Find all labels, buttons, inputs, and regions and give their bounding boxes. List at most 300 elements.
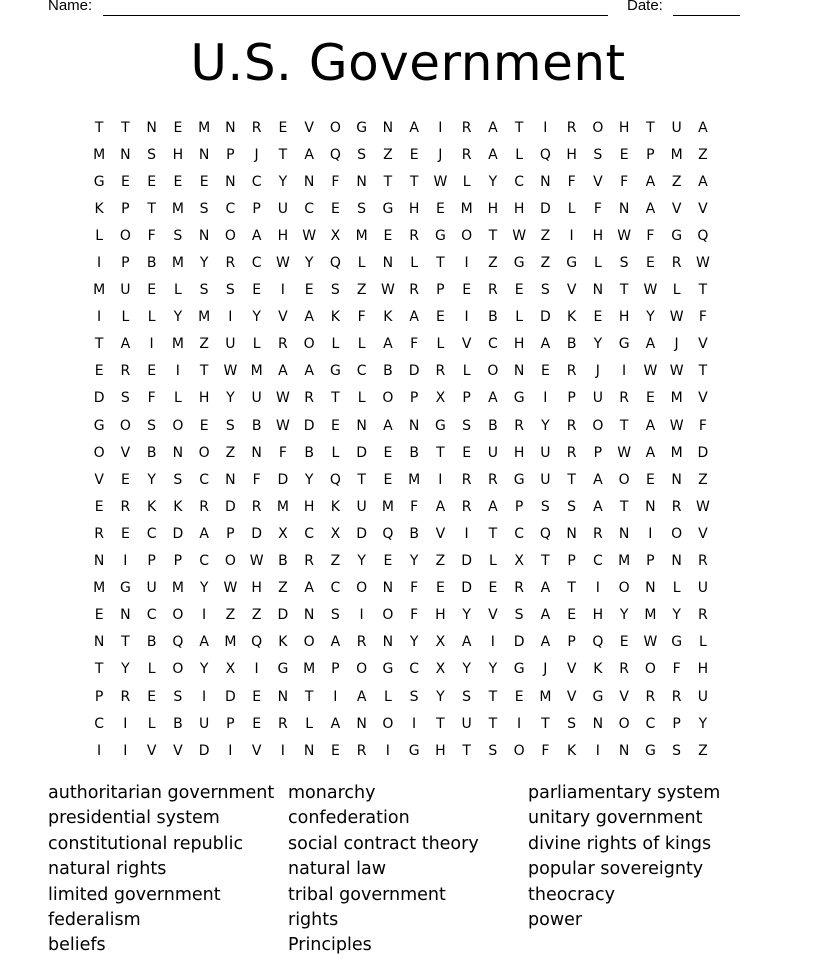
grid-letter: D — [303, 417, 315, 434]
grid-letter: V — [435, 525, 446, 542]
grid-letter: Z — [278, 580, 288, 597]
grid-letter: T — [304, 688, 314, 705]
grid-letter: K — [330, 498, 340, 515]
grid-letter: A — [698, 119, 708, 136]
grid-letter: P — [646, 146, 655, 163]
grid-letter: R — [409, 282, 419, 299]
grid-letter: C — [146, 607, 157, 624]
grid-letter: M — [198, 119, 211, 136]
grid-letter: V — [593, 173, 603, 190]
grid-letter: S — [330, 282, 340, 299]
grid-letter: C — [199, 471, 210, 488]
grid-letter: U — [487, 444, 498, 461]
grid-letter: W — [669, 417, 684, 434]
grid-letter: D — [697, 444, 709, 461]
grid-letter: C — [304, 525, 315, 542]
grid-letter: R — [409, 227, 419, 244]
grid-letter: I — [464, 309, 469, 326]
grid-letter: A — [251, 227, 262, 244]
grid-letter: Q — [539, 146, 551, 163]
grid-letter: S — [488, 742, 498, 759]
grid-letter: Z — [199, 336, 209, 353]
grid-letter: B — [146, 444, 157, 461]
grid-letter: J — [595, 363, 600, 380]
grid-letter: F — [593, 200, 602, 217]
grid-letter: E — [435, 309, 445, 326]
grid-letter: O — [382, 390, 394, 407]
grid-letter: Y — [436, 688, 445, 705]
grid-letter: A — [304, 580, 314, 597]
grid-letter: Y — [278, 173, 288, 190]
grid-letter: L — [383, 688, 392, 705]
grid-letter: F — [567, 173, 576, 190]
grid-letter: R — [514, 417, 524, 434]
grid-letter: S — [120, 390, 130, 407]
grid-letter: I — [97, 255, 102, 272]
grid-letter: M — [460, 200, 473, 217]
grid-letter: Q — [251, 634, 263, 651]
grid-letter: G — [434, 227, 446, 244]
grid-letter: R — [278, 336, 288, 353]
grid-letter: E — [383, 553, 393, 570]
word-bank-item: natural rights — [48, 859, 167, 880]
grid-letter: N — [198, 227, 210, 244]
grid-letter: E — [94, 498, 104, 515]
grid-letter: N — [225, 471, 236, 488]
grid-letter: J — [254, 146, 259, 163]
grid-letter: A — [593, 498, 603, 515]
grid-letter: R — [278, 715, 288, 732]
grid-letter: Y — [541, 417, 550, 434]
grid-letter: N — [303, 607, 315, 624]
grid-letter: L — [357, 390, 366, 407]
grid-letter: W — [433, 173, 448, 190]
grid-letter: E — [147, 688, 157, 705]
grid-letter: N — [618, 525, 630, 542]
grid-letter: V — [304, 119, 314, 136]
grid-letter: S — [173, 688, 183, 705]
grid-letter: E — [199, 417, 209, 434]
grid-letter: G — [671, 634, 683, 651]
grid-letter: N — [382, 580, 394, 597]
grid-letter: R — [304, 553, 314, 570]
grid-letter: I — [175, 363, 180, 380]
grid-letter: A — [488, 498, 498, 515]
grid-letter: L — [147, 309, 156, 326]
grid-letter: W — [643, 363, 658, 380]
grid-letter: Z — [435, 553, 446, 570]
grid-letter: C — [146, 525, 157, 542]
grid-letter: T — [147, 200, 156, 217]
grid-letter: A — [356, 688, 367, 705]
grid-letter: T — [488, 715, 498, 732]
grid-letter: K — [94, 200, 104, 217]
grid-letter: S — [173, 471, 183, 488]
grid-letter: W — [512, 227, 527, 244]
grid-letter: A — [120, 336, 131, 353]
grid-letter: X — [435, 661, 446, 678]
grid-letter: J — [674, 336, 679, 353]
grid-letter: P — [672, 715, 681, 732]
grid-letter: T — [567, 471, 576, 488]
grid-letter: N — [382, 255, 394, 272]
grid-letter: R — [566, 119, 577, 136]
grid-letter: T — [541, 715, 550, 732]
grid-letter: R — [461, 146, 472, 163]
grid-letter: M — [171, 200, 184, 217]
grid-letter: M — [670, 444, 683, 461]
grid-letter: O — [224, 553, 236, 570]
grid-letter: I — [228, 742, 233, 759]
grid-letter: Z — [383, 146, 393, 163]
grid-letter: G — [644, 742, 656, 759]
grid-letter: I — [438, 119, 443, 136]
grid-row — [86, 737, 736, 764]
grid-letter: N — [120, 146, 131, 163]
grid-letter: M — [408, 471, 421, 488]
grid-letter: I — [333, 688, 338, 705]
grid-letter: G — [93, 417, 105, 434]
grid-letter: C — [514, 173, 525, 190]
grid-row — [86, 520, 736, 547]
grid-letter: O — [592, 417, 604, 434]
grid-letter: E — [199, 173, 209, 190]
grid-letter: O — [382, 715, 394, 732]
grid-letter: P — [514, 498, 524, 515]
grid-letter: Q — [382, 525, 394, 542]
grid-letter: Z — [698, 471, 708, 488]
grid-letter: Y — [199, 661, 209, 678]
grid-letter: O — [303, 634, 315, 651]
grid-letter: Q — [539, 525, 551, 542]
grid-letter: P — [567, 634, 576, 651]
grid-letter: E — [252, 715, 262, 732]
grid-letter: G — [356, 119, 368, 136]
grid-letter: M — [381, 498, 394, 515]
grid-letter: R — [619, 390, 629, 407]
grid-letter: F — [410, 498, 419, 515]
grid-letter: W — [380, 282, 395, 299]
grid-letter: V — [94, 471, 104, 488]
grid-letter: I — [569, 227, 574, 244]
grid-letter: O — [198, 444, 210, 461]
grid-letter: X — [330, 227, 341, 244]
grid-letter: M — [644, 607, 657, 624]
grid-letter: F — [698, 309, 707, 326]
grid-letter: P — [121, 200, 130, 217]
grid-letter: T — [331, 390, 340, 407]
grid-row — [86, 168, 736, 195]
grid-letter: S — [199, 200, 209, 217]
grid-row — [86, 277, 736, 304]
grid-letter: S — [147, 417, 157, 434]
grid-letter: E — [567, 607, 577, 624]
grid-letter: E — [120, 471, 130, 488]
grid-letter: M — [539, 688, 552, 705]
grid-letter: D — [198, 742, 210, 759]
grid-letter: M — [250, 363, 263, 380]
grid-row — [86, 249, 736, 276]
grid-letter: R — [304, 390, 314, 407]
grid-letter: M — [224, 634, 237, 651]
grid-row — [86, 683, 736, 710]
grid-letter: I — [438, 471, 443, 488]
grid-letter: Q — [697, 227, 709, 244]
grid-letter: G — [408, 742, 420, 759]
word-bank-item: unitary government — [528, 808, 703, 829]
grid-letter: E — [514, 688, 524, 705]
grid-letter: K — [593, 661, 603, 678]
grid-row — [86, 195, 736, 222]
grid-letter: B — [146, 255, 157, 272]
grid-letter: N — [382, 119, 394, 136]
grid-letter: A — [330, 715, 341, 732]
grid-letter: K — [278, 634, 288, 651]
grid-letter: F — [147, 390, 156, 407]
grid-letter: G — [671, 227, 683, 244]
grid-letter: E — [645, 471, 655, 488]
grid-letter: B — [409, 444, 419, 461]
grid-letter: W — [223, 580, 238, 597]
grid-letter: M — [171, 255, 184, 272]
grid-letter: R — [671, 498, 682, 515]
grid-letter: F — [410, 607, 419, 624]
grid-letter: D — [277, 607, 289, 624]
grid-letter: P — [331, 661, 340, 678]
grid-letter: S — [330, 607, 340, 624]
name-label: Name: — [48, 0, 93, 14]
word-bank-item: presidential system — [48, 808, 220, 829]
grid-letter: O — [303, 336, 315, 353]
grid-letter: T — [94, 661, 104, 678]
grid-letter: T — [94, 119, 104, 136]
grid-letter: E — [173, 173, 183, 190]
grid-letter: T — [462, 742, 471, 759]
grid-letter: L — [95, 227, 104, 244]
grid-letter: V — [566, 688, 577, 705]
word-bank-column-2 — [288, 781, 479, 959]
grid-letter: F — [672, 661, 681, 678]
grid-letter: A — [383, 417, 393, 434]
grid-letter: V — [120, 444, 131, 461]
grid-letter: M — [355, 227, 368, 244]
grid-letter: E — [304, 282, 314, 299]
grid-letter: A — [698, 173, 708, 190]
grid-letter: O — [172, 607, 184, 624]
grid-row — [86, 629, 736, 656]
grid-letter: J — [543, 661, 548, 678]
grid-letter: K — [330, 309, 340, 326]
grid-letter: N — [225, 119, 236, 136]
grid-letter: R — [120, 688, 131, 705]
grid-letter: O — [618, 471, 630, 488]
grid-letter: H — [251, 580, 262, 597]
grid-letter: K — [173, 498, 183, 515]
grid-letter: U — [251, 390, 262, 407]
grid-letter: R — [251, 119, 262, 136]
grid-letter: M — [93, 580, 106, 597]
grid-letter: K — [567, 742, 577, 759]
grid-letter: O — [644, 661, 656, 678]
grid-letter: T — [436, 255, 445, 272]
grid-letter: T — [436, 444, 445, 461]
grid-letter: I — [595, 580, 600, 597]
grid-letter: Y — [199, 580, 209, 597]
grid-letter: N — [146, 119, 157, 136]
grid-letter: D — [224, 498, 236, 515]
grid-letter: R — [566, 363, 577, 380]
grid-letter: I — [280, 742, 285, 759]
grid-letter: Y — [698, 715, 708, 732]
grid-letter: T — [121, 634, 130, 651]
grid-letter: I — [123, 742, 128, 759]
grid-letter: O — [93, 444, 105, 461]
grid-letter: T — [488, 227, 498, 244]
grid-letter: F — [410, 580, 419, 597]
grid-letter: O — [513, 742, 525, 759]
grid-letter: G — [592, 688, 604, 705]
grid-letter: A — [278, 363, 288, 380]
grid-letter: N — [671, 553, 682, 570]
grid-letter: H — [198, 390, 210, 407]
grid-letter: W — [275, 390, 290, 407]
grid-letter: A — [488, 119, 498, 136]
grid-letter: D — [356, 444, 368, 461]
date-field-line[interactable] — [673, 15, 740, 16]
grid-letter: A — [409, 309, 419, 326]
grid-letter: P — [567, 553, 576, 570]
grid-letter: R — [225, 255, 236, 272]
grid-row — [86, 141, 736, 168]
grid-letter: E — [120, 173, 130, 190]
grid-letter: D — [93, 390, 105, 407]
grid-letter: H — [697, 661, 709, 678]
grid-letter: A — [199, 525, 209, 542]
grid-letter: A — [593, 471, 603, 488]
grid-letter: P — [173, 553, 183, 570]
grid-letter: O — [172, 661, 184, 678]
grid-letter: A — [461, 634, 472, 651]
grid-letter: X — [330, 525, 341, 542]
grid-letter: L — [410, 255, 419, 272]
grid-letter: L — [436, 336, 445, 353]
grid-letter: X — [514, 553, 524, 570]
grid-letter: S — [567, 498, 577, 515]
word-bank-item: parliamentary system — [528, 783, 721, 803]
word-bank-item: limited government — [48, 884, 221, 905]
grid-row — [86, 358, 736, 385]
grid-letter: A — [488, 146, 498, 163]
grid-letter: V — [698, 200, 708, 217]
grid-letter: A — [304, 146, 314, 163]
grid-letter: E — [462, 444, 472, 461]
grid-letter: R — [120, 363, 131, 380]
grid-letter: Q — [329, 471, 341, 488]
grid-letter: S — [540, 282, 550, 299]
grid-letter: R — [593, 525, 603, 542]
name-field-line[interactable] — [103, 15, 608, 16]
grid-letter: L — [147, 661, 156, 678]
grid-letter: E — [488, 580, 498, 597]
grid-letter: L — [121, 309, 130, 326]
grid-letter: E — [383, 471, 393, 488]
grid-letter: B — [383, 363, 393, 380]
grid-letter: O — [172, 417, 184, 434]
grid-letter: I — [648, 525, 653, 542]
grid-letter: R — [671, 688, 682, 705]
grid-letter: L — [331, 444, 340, 461]
grid-letter: E — [330, 200, 340, 217]
grid-letter: T — [409, 173, 419, 190]
grid-letter: R — [461, 471, 472, 488]
grid-letter: C — [514, 525, 525, 542]
grid-letter: O — [618, 580, 630, 597]
grid-letter: H — [618, 119, 630, 136]
grid-letter: P — [462, 390, 471, 407]
grid-letter: U — [540, 471, 551, 488]
grid-letter: O — [356, 661, 368, 678]
grid-letter: N — [356, 715, 367, 732]
grid-letter: B — [278, 553, 288, 570]
grid-letter: L — [672, 580, 681, 597]
grid-letter: U — [356, 498, 367, 515]
grid-letter: R — [94, 525, 104, 542]
grid-letter: G — [566, 255, 578, 272]
grid-letter: V — [251, 742, 262, 759]
grid-letter: W — [695, 498, 710, 515]
grid-letter: B — [251, 417, 262, 434]
grid-letter: Z — [488, 255, 498, 272]
grid-letter: Q — [329, 146, 341, 163]
grid-letter: M — [618, 553, 631, 570]
grid-letter: A — [383, 336, 393, 353]
grid-letter: Y — [252, 309, 261, 326]
grid-letter: N — [251, 444, 262, 461]
grid-letter: H — [513, 336, 525, 353]
grid-row — [86, 575, 736, 602]
grid-letter: P — [252, 200, 261, 217]
grid-letter: H — [592, 607, 604, 624]
grid-letter: T — [514, 119, 524, 136]
grid-letter: T — [698, 363, 708, 380]
grid-letter: G — [513, 255, 525, 272]
grid-letter: O — [461, 227, 473, 244]
grid-letter: Q — [592, 634, 604, 651]
grid-letter: H — [487, 200, 499, 217]
grid-letter: L — [462, 173, 471, 190]
grid-letter: Z — [698, 146, 708, 163]
grid-letter: E — [409, 146, 419, 163]
grid-letter: R — [671, 255, 682, 272]
grid-letter: P — [94, 688, 104, 705]
grid-letter: Y — [488, 173, 498, 190]
grid-letter: H — [513, 444, 525, 461]
grid-letter: T — [199, 363, 209, 380]
grid-letter: N — [93, 634, 105, 651]
grid-letter: L — [173, 282, 182, 299]
grid-row — [86, 385, 736, 412]
grid-letter: E — [94, 363, 104, 380]
grid-letter: P — [121, 255, 130, 272]
grid-letter: E — [435, 580, 445, 597]
grid-letter: Y — [199, 255, 209, 272]
grid-letter: M — [93, 282, 106, 299]
word-bank-item: constitutional republic — [48, 833, 244, 854]
grid-letter: I — [228, 309, 233, 326]
grid-letter: O — [224, 227, 236, 244]
grid-letter: R — [356, 742, 367, 759]
grid-letter: D — [277, 471, 289, 488]
